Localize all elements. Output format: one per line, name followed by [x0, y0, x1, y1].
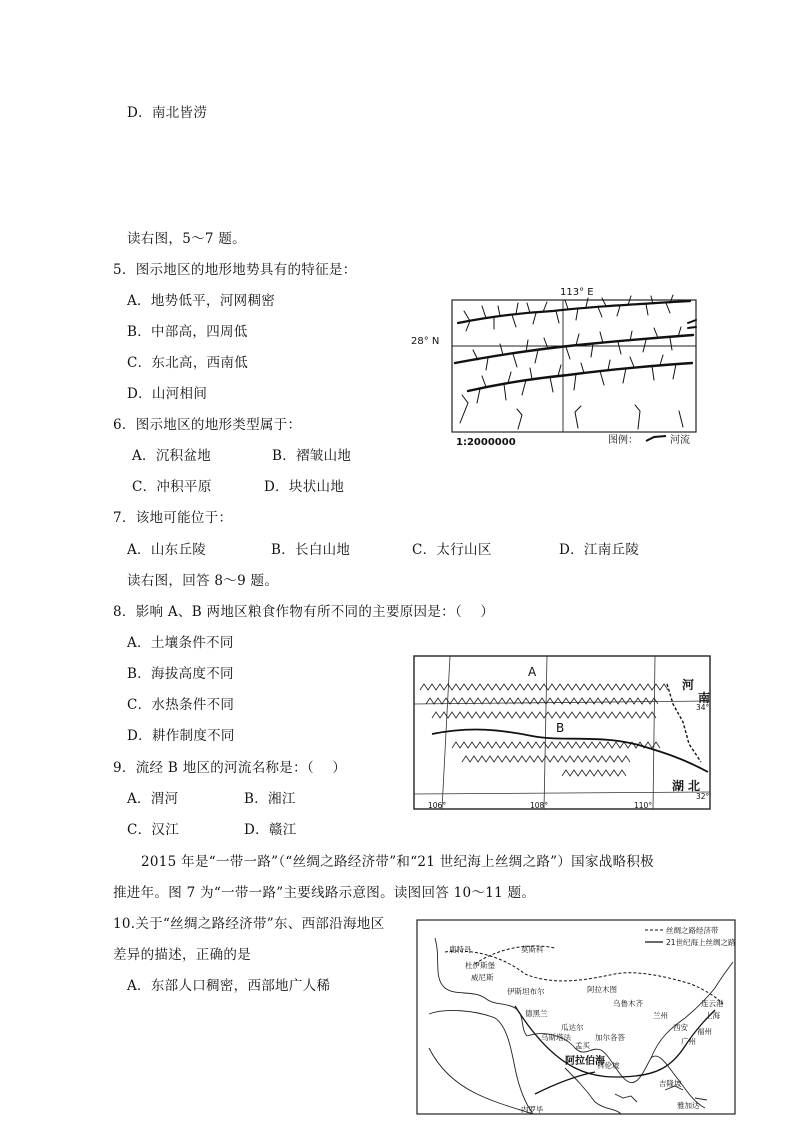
place-label: 德黑兰 — [525, 1009, 548, 1018]
place-label: 雅加达 — [677, 1101, 700, 1110]
place-label: 连云港 — [701, 999, 724, 1008]
place-label: 西安 — [673, 1023, 688, 1032]
lon-108-label: 108° — [530, 801, 549, 810]
q8-option-a: A．土壤条件不同 — [127, 635, 234, 651]
place-label: 杜伊斯堡 — [465, 961, 495, 970]
intro-5-7: 读右图，5～7 题。 — [127, 231, 246, 247]
question-8: 8．影响 A、B 两地区粮食作物有所不同的主要原因是：（ ） — [113, 604, 495, 620]
legend-river-label: 河流 — [670, 435, 690, 446]
q6-option-a: A．沉积盆地 — [132, 448, 212, 464]
intro-8-9: 读右图，回答 8～9 题。 — [127, 573, 279, 589]
qinling-region-map — [412, 654, 712, 814]
place-label: 加尔各答 — [595, 1033, 625, 1042]
province-bei-label: 北 — [688, 779, 701, 793]
q6-option-d: D．块状山地 — [264, 479, 345, 495]
lon-110-label: 110° — [634, 801, 653, 810]
place-label: 伊斯坦布尔 — [507, 987, 545, 996]
province-hu-label: 湖 — [672, 779, 685, 793]
q7-option-b: B．长白山地 — [271, 542, 351, 558]
place-label: 吉隆坡 — [659, 1079, 682, 1088]
q5-option-c: C．东北高，西南低 — [127, 355, 249, 371]
place-label: 瓜达尔 — [561, 1023, 584, 1032]
province-he-label: 河 — [682, 678, 695, 692]
place-label: 兰州 — [653, 1011, 668, 1020]
place-label: 广州 — [681, 1037, 696, 1046]
q9-option-d: D．赣江 — [244, 822, 297, 838]
lat-34-label: 34° — [696, 703, 710, 712]
q5-option-a: A．地势低平，河网稠密 — [127, 293, 276, 309]
q6-option-b: B．褶皱山地 — [272, 448, 352, 464]
q5-option-b: B．中部高，四周低 — [127, 324, 248, 340]
river-terrain-map — [408, 283, 708, 448]
place-label: 乌斯塔法 — [541, 1033, 571, 1042]
question-7: 7．该地可能位于： — [113, 510, 233, 526]
passage-line-2: 推进年。图 7 为“一带一路”主要线路示意图。读图回答 10～11 题。 — [113, 885, 536, 901]
legend-label: 图例： — [608, 435, 638, 446]
question-9: 9．流经 B 地区的河流名称是：（ ） — [113, 760, 347, 776]
q8-option-d: D．耕作制度不同 — [127, 728, 235, 744]
place-label: 孟买 — [575, 1041, 590, 1050]
longitude-label: 113° E — [560, 287, 594, 298]
belt-and-road-map — [415, 918, 737, 1116]
river-line — [432, 730, 708, 772]
place-label: 莫斯科 — [521, 945, 544, 954]
province-boundary — [667, 684, 701, 762]
scale-label: 1:2000000 — [456, 437, 516, 448]
arabian-sea-label: 阿拉伯海 — [565, 1056, 605, 1067]
place-label: 上海 — [705, 1011, 720, 1020]
q8-option-b: B．海拔高度不同 — [127, 666, 234, 682]
lon-106-label: 106° — [428, 801, 447, 810]
q4-option-d: D．南北皆涝 — [127, 105, 208, 121]
q9-option-b: B．湘江 — [244, 791, 296, 807]
place-label: 阿拉木图 — [587, 985, 617, 994]
lat-32-label: 32° — [696, 792, 710, 801]
place-label: 鹿特丹 — [449, 945, 472, 954]
place-label: 科伦坡 — [597, 1061, 620, 1070]
legend-land-route: 丝绸之路经济带 — [666, 926, 719, 935]
place-label: 福州 — [697, 1027, 712, 1036]
q5-option-d: D．山河相间 — [127, 386, 208, 402]
region-a-label: A — [528, 665, 537, 679]
place-label: 乌鲁木齐 — [613, 999, 643, 1008]
latitude-label: 28° N — [411, 336, 440, 347]
question-5: 5．图示地区的地形地势具有的特征是： — [113, 262, 357, 278]
q8-option-c: C．水热条件不同 — [127, 697, 235, 713]
place-label: 内罗毕 — [521, 1105, 544, 1114]
river-network — [455, 295, 696, 429]
q9-option-a: A．渭河 — [127, 791, 179, 807]
q7-option-c: C．太行山区 — [412, 542, 492, 558]
q9-option-c: C．汉江 — [127, 822, 180, 838]
province-nan-label: 南 — [698, 691, 711, 705]
question-6: 6．图示地区的地形类型属于： — [113, 417, 302, 433]
river-legend-icon — [646, 436, 666, 441]
q7-option-d: D．江南丘陵 — [559, 542, 640, 558]
passage-line-1: 2015 年是“一带一路”（“丝绸之路经济带”和“21 世纪海上丝绸之路”）国家战略积极 — [141, 854, 654, 870]
q10-option-a: A．东部人口稠密，西部地广人稀 — [127, 978, 331, 994]
q7-option-a: A．山东丘陵 — [127, 542, 207, 558]
question-10-line-1: 10.关于“丝绸之路经济带”东、西部沿海地区 — [113, 916, 385, 932]
place-label: 威尼斯 — [471, 973, 494, 982]
legend-sea-route: 21世纪海上丝绸之路 — [666, 938, 736, 947]
question-10-line-2: 差异的描述，正确的是 — [113, 947, 251, 963]
region-b-label: B — [556, 721, 565, 735]
q6-option-c: C．冲积平原 — [132, 479, 212, 495]
